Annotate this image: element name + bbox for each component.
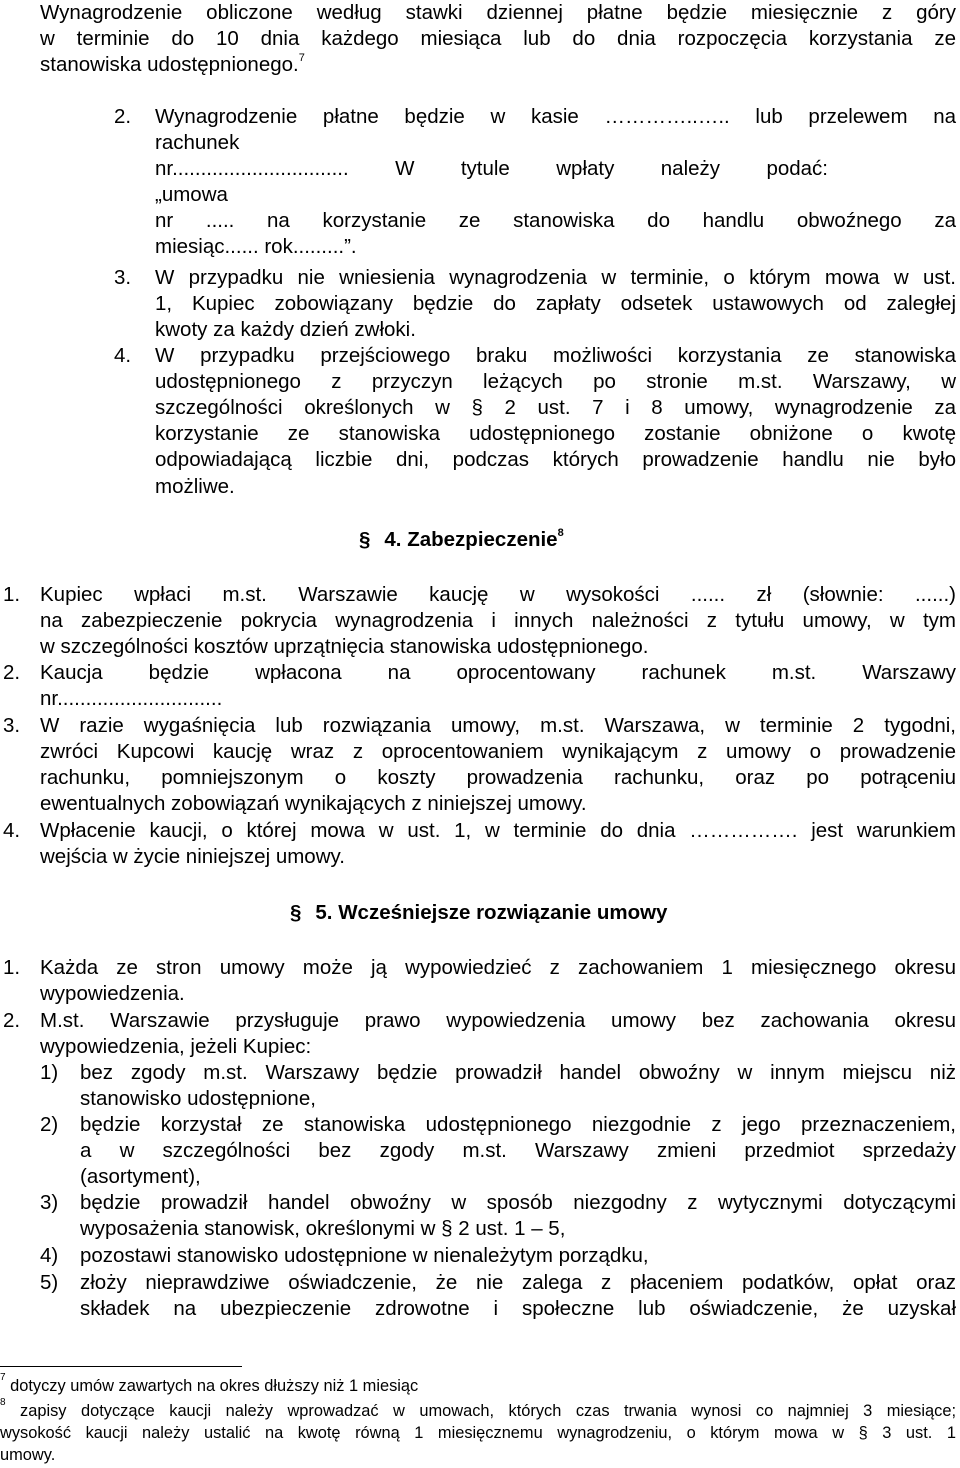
footnote-separator xyxy=(0,1366,242,1367)
payment-line-1: Wynagrodzenie płatne będzie w kasie …………..….. lub przelewem na xyxy=(155,105,956,128)
footnote-ref-7[interactable]: 7 xyxy=(298,52,305,65)
late-payment-line-1: W przypadku nie wniesienia wynagrodzenia w terminie, o którym mowa w ust. xyxy=(155,266,956,289)
item-number: 3. xyxy=(114,266,132,289)
section-heading-termination: § 5. Wcześniejsze rozwiązanie umowy xyxy=(290,901,668,924)
subitem-number: 4) xyxy=(40,1244,59,1267)
late-payment-line-3: kwoty za każdy dzień zwłoki. xyxy=(155,318,416,341)
footnote-8-line-3: umowy. xyxy=(0,1446,56,1464)
deposit-deadline-line-2: wejścia w życie niniejszej umowy. xyxy=(40,845,345,868)
subitem-number: 3) xyxy=(40,1191,59,1214)
item-number: 1. xyxy=(3,956,21,979)
section-heading-security: § 4. Zabezpieczenie$^8$ xyxy=(359,527,564,551)
item-number: 2. xyxy=(114,105,132,128)
deposit-return-line-1: W razie wygaśnięcia lub rozwiązania umowy, m.st. Warszawa, w terminie 2 tygodni, xyxy=(40,714,956,737)
reduction-line-6: możliwe. xyxy=(155,475,235,498)
condition-1-line-2: stanowisko udostępnione, xyxy=(80,1087,316,1110)
immediate-termination-line-2: wypowiedzenia, jeżeli Kupiec: xyxy=(40,1035,312,1058)
deposit-account-line-1: Kaucja będzie wpłacona na oprocentowany rachunek m.st. Warszawy xyxy=(40,661,956,684)
item-number: 2. xyxy=(3,1009,21,1032)
footnote-8-line-2: wysokość kaucji należy ustalić na kwotę równą 1 miesięcznemu wynagrodzeniu, o którym mowa w § 3 ust. 1 xyxy=(0,1424,956,1442)
termination-line-2: wypowiedzenia. xyxy=(40,982,185,1005)
item-number: 1. xyxy=(3,583,21,606)
deposit-deadline-line-1: Wpłacenie kaucji, o której mowa w ust. 1, w terminie do dnia ……………. jest warunkiem xyxy=(40,819,956,842)
item-number: 4. xyxy=(3,819,21,842)
condition-3-line-1: będzie prowadził handel obwoźny w sposób niezgodny z wytycznymi dotyczącymi xyxy=(80,1191,956,1214)
payment-line-6: miesiąc...... rok.........”. xyxy=(155,235,357,258)
condition-2-line-1: będzie korzystał ze stanowiska udostępnionego niezgodnie z jego przeznaczeniem, xyxy=(80,1113,956,1136)
deposit-return-line-4: ewentualnych zobowiązań wynikających z niniejszej umowy. xyxy=(40,792,587,815)
condition-1-line-1: bez zgody m.st. Warszawy będzie prowadził handel obwoźny w innym miejscu niż xyxy=(80,1061,956,1084)
subitem-number: 1) xyxy=(40,1061,59,1084)
condition-2-line-2: a w szczególności bez zgody m.st. Warszawy zmieni przedmiot sprzedaży xyxy=(80,1139,956,1162)
payment-line-2: rachunek xyxy=(155,131,240,154)
intro-line-1: Wynagrodzenie obliczone według stawki dziennej płatne będzie miesięcznie z góry xyxy=(40,1,956,24)
condition-5-line-2: składek na ubezpieczenie zdrowotne i społeczne lub oświadczenie, że uzyskał xyxy=(80,1297,956,1320)
deposit-line-3: w szczególności kosztów uprzątnięcia stanowiska udostępnionego. xyxy=(40,635,649,658)
deposit-account-line-2: nr............................. xyxy=(40,687,223,710)
intro-line-2: w terminie do 10 dnia każdego miesiąca lub do dnia rozpoczęcia korzystania ze xyxy=(40,27,956,50)
footnote-8-line-1: $^8$ zapisy dotyczące kaucji należy wprowadzać w umowach, których czas trwania wynosi co najmniej 3 miesiące; xyxy=(0,1396,956,1420)
item-number: 3. xyxy=(3,714,21,737)
payment-line-5: nr ..... na korzystanie ze stanowiska do handlu obwoźnego za xyxy=(155,209,956,232)
deposit-line-2: na zabezpieczenie pokrycia wynagrodzenia i innych należności z tytułu umowy, w tym xyxy=(40,609,956,632)
reduction-line-5: odpowiadającą liczbie dni, podczas których prowadzenie handlu nie było xyxy=(155,448,956,471)
deposit-return-line-3: rachunku, pomniejszonym o koszty prowadzenia rachunku, oraz po potrąceniu xyxy=(40,766,956,789)
reduction-line-2: udostępnionego z przyczyn leżących po stronie m.st. Warszawy, w xyxy=(155,370,956,393)
condition-4-line-1: pozostawi stanowisko udostępnione w nienależytym porządku, xyxy=(80,1244,649,1267)
termination-line-1: Każda ze stron umowy może ją wypowiedzieć z zachowaniem 1 miesięcznego okresu xyxy=(40,956,956,979)
reduction-line-1: W przypadku przejściowego braku możliwości korzystania ze stanowiska xyxy=(155,344,956,367)
late-payment-line-2: 1, Kupiec zobowiązany będzie do zapłaty odsetek ustawowych od zaległej xyxy=(155,292,956,315)
reduction-line-3: szczególności określonych w § 2 ust. 7 i 8 umowy, wynagrodzenie za xyxy=(155,396,956,419)
deposit-return-line-2: zwróci Kupcowi kaucję wraz z oprocentowaniem wynikającym z umowy o prowadzenie xyxy=(40,740,956,763)
condition-3-line-2: wyposażenia stanowisk, określonymi w § 2 ust. 1 – 5, xyxy=(80,1217,566,1240)
intro-line-3: stanowiska udostępnionego.$^7$ xyxy=(40,52,305,76)
subitem-number: 2) xyxy=(40,1113,59,1136)
item-number: 4. xyxy=(114,344,132,367)
condition-5-line-1: złoży nieprawdziwe oświadczenie, że nie zalega z płaceniem podatków, opłat oraz xyxy=(80,1271,956,1294)
payment-line-4: „umowa xyxy=(155,183,228,206)
item-number: 2. xyxy=(3,661,21,684)
subitem-number: 5) xyxy=(40,1271,59,1294)
condition-2-line-3: (asortyment), xyxy=(80,1165,201,1188)
deposit-line-1: Kupiec wpłaci m.st. Warszawie kaucję w wysokości ...... zł (słownie: ......) xyxy=(40,583,956,606)
footnote-ref-8[interactable]: 8 xyxy=(557,527,564,540)
footnote-7: $^7$ dotyczy umów zawartych na okres dłuższy niż 1 miesiąc xyxy=(0,1371,419,1395)
payment-line-3: nr............................... W tytule wpłaty należy podać: xyxy=(155,157,828,180)
immediate-termination-line-1: M.st. Warszawie przysługuje prawo wypowiedzenia umowy bez zachowania okresu xyxy=(40,1009,956,1032)
reduction-line-4: korzystanie ze stanowiska udostępnionego zostanie obniżone o kwotę xyxy=(155,422,956,445)
